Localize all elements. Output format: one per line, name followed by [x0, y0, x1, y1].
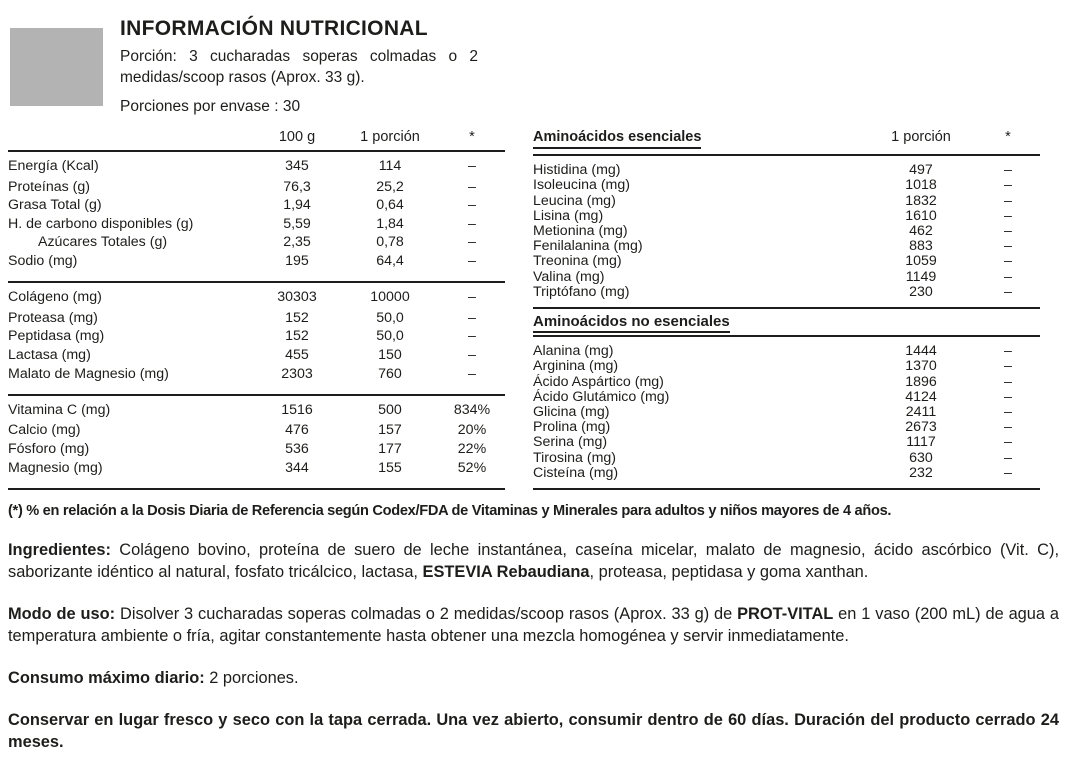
- table-row: [8, 282, 505, 310]
- table-row: [8, 180, 505, 199]
- cell-label: Tirosina (mg): [533, 449, 617, 466]
- cell-star: –: [468, 158, 476, 175]
- header: [8, 16, 1061, 116]
- cell-star: –: [1004, 449, 1012, 466]
- cell-v100: 30303: [277, 289, 317, 306]
- page-title: INFORMACIÓN NUTRICIONAL: [120, 17, 428, 40]
- cell-star: –: [1004, 223, 1012, 240]
- cell-label: Glicina (mg): [533, 404, 610, 421]
- cell-v100: 152: [285, 309, 309, 326]
- table-row: [533, 336, 1040, 359]
- cell-vp: 1832: [905, 192, 937, 209]
- table-row: [533, 209, 1040, 224]
- cell-star: 22%: [457, 441, 487, 458]
- cell-vp: 760: [378, 365, 402, 382]
- cell-vp: 25,2: [376, 178, 404, 195]
- cell-vp: 50,0: [376, 328, 404, 345]
- cell-star: –: [468, 197, 476, 214]
- column-header-row: [533, 130, 1040, 155]
- table-row: [533, 435, 1040, 450]
- cell-v100: 455: [285, 347, 309, 363]
- col-header-star: *: [439, 130, 505, 151]
- reference-footnote: (*) % en relación a la Dosis Diaria de Referencia según Codex/FDA de Vitaminas y Minerales para adultos y niños mayores de 4 años.: [8, 503, 892, 520]
- cell-vp: 1896: [905, 373, 937, 390]
- cell-vp: 1149: [905, 268, 937, 285]
- cell-star: –: [1004, 388, 1012, 405]
- cell-star: –: [468, 289, 476, 306]
- cell-label: Vitamina C (mg): [8, 402, 111, 419]
- cell-star: –: [468, 178, 476, 195]
- table-row: [8, 348, 505, 367]
- cell-v100: 1516: [281, 402, 313, 419]
- cell-star: –: [468, 365, 476, 382]
- table-row: [8, 151, 505, 179]
- cell-vp: 0,64: [376, 197, 404, 214]
- table-row: [8, 217, 505, 236]
- cell-star: –: [1004, 434, 1012, 451]
- cell-label: Azúcares Totales (g): [38, 234, 168, 251]
- cell-label: Malato de Magnesio (mg): [8, 365, 169, 382]
- cell-v100: 2303: [281, 365, 313, 382]
- cell-star: –: [1004, 464, 1012, 481]
- nonessential-amino-acids-header: [533, 308, 1040, 336]
- nutrition-facts-table-head: [8, 130, 505, 151]
- cell-vp: 1018: [905, 177, 937, 194]
- empty-header-cell: [8, 130, 253, 151]
- table-row: [533, 270, 1040, 285]
- macros-section: [8, 151, 505, 282]
- table-row: [8, 235, 505, 254]
- cell-label: Metionina (mg): [533, 223, 628, 240]
- cell-label: Colágeno (mg): [8, 289, 102, 306]
- table-row: [533, 420, 1040, 435]
- cell-star: –: [1004, 404, 1012, 421]
- cell-star: –: [468, 328, 476, 345]
- cell-star: –: [1004, 419, 1012, 436]
- cell-label: Fósforo (mg): [8, 441, 90, 458]
- cell-label: Valina (mg): [533, 268, 605, 285]
- cell-vp: 230: [909, 283, 933, 300]
- cell-star: –: [1004, 268, 1012, 285]
- cell-star: –: [1004, 192, 1012, 209]
- nonessential-amino-acids-header-label: Aminoácidos no esenciales: [533, 314, 730, 333]
- table-row: [533, 390, 1040, 405]
- cell-vp: 2673: [905, 419, 937, 436]
- cell-star: –: [468, 234, 476, 251]
- cell-vp: 177: [378, 441, 402, 458]
- table-row: [8, 442, 505, 461]
- cell-vp: 1,84: [376, 215, 404, 232]
- servings-per-container-text: Porciones por envase : 30: [120, 98, 301, 115]
- table-row: [533, 285, 1040, 308]
- table-row: [8, 254, 505, 282]
- cell-vp: 64,4: [376, 252, 404, 269]
- table-row: [8, 461, 505, 489]
- table-row: [8, 423, 505, 442]
- cell-label: Peptidasa (mg): [8, 328, 105, 345]
- usage-instructions-paragraph: [8, 603, 1061, 647]
- cell-v100: 345: [285, 158, 309, 175]
- amino-acids-table-head: [533, 130, 1040, 155]
- vitamins-minerals-section: [8, 395, 505, 489]
- cell-label: Energía (Kcal): [8, 158, 99, 175]
- column-header-row: [8, 130, 505, 151]
- cell-vp: 1059: [905, 253, 937, 270]
- cell-vp: 630: [909, 449, 933, 466]
- cell-v100: 2,35: [283, 234, 311, 251]
- text-segment: , proteasa, peptidasa y goma xanthan.: [589, 563, 869, 582]
- cell-v100: 536: [285, 441, 309, 458]
- nonessential-amino-acids-section: [533, 336, 1040, 489]
- text-segment: 2 porciones.: [209, 669, 299, 688]
- cell-vp: 157: [378, 422, 402, 439]
- bold-text-segment: PROT-VITAL: [737, 605, 834, 624]
- essential-amino-acids-section: [533, 155, 1040, 308]
- logo-placeholder: [10, 28, 103, 106]
- cell-star: –: [1004, 162, 1012, 179]
- cell-label: Ácido Aspártico (mg): [533, 373, 664, 390]
- cell-vp: 497: [909, 162, 933, 179]
- table-row: [533, 451, 1040, 466]
- table-row: [533, 155, 1040, 178]
- table-row: [533, 359, 1040, 374]
- cell-vp: 1610: [905, 207, 937, 224]
- cell-label: Grasa Total (g): [8, 197, 102, 214]
- cell-vp: 50,0: [376, 309, 404, 326]
- cell-label: Fenilalanina (mg): [533, 238, 643, 255]
- cell-label: Arginina (mg): [533, 358, 619, 375]
- cell-star: –: [468, 347, 476, 363]
- col-header-100g: 100 g: [253, 130, 341, 151]
- portion-size-text: Porción: 3 cucharadas soperas colmadas o 2 medidas/scoop rasos (Aprox. 33 g).: [120, 48, 478, 86]
- cell-star: –: [468, 309, 476, 326]
- cell-label: Triptófano (mg): [533, 283, 630, 300]
- cell-star: –: [1004, 177, 1012, 194]
- table-row: [8, 329, 505, 348]
- cell-star: –: [468, 215, 476, 232]
- cell-vp: 2411: [905, 404, 937, 421]
- cell-vp: 1370: [905, 358, 937, 375]
- cell-vp: 1117: [906, 434, 936, 451]
- cell-label: Lactasa (mg): [8, 347, 91, 363]
- cell-label: Sodio (mg): [8, 252, 78, 269]
- cell-v100: 5,59: [283, 215, 311, 232]
- cell-star: –: [1004, 207, 1012, 224]
- cell-star: –: [468, 252, 476, 269]
- table-row: [533, 239, 1040, 254]
- cell-vp: 150: [378, 347, 402, 363]
- table-row: [8, 311, 505, 330]
- cell-vp: 0,78: [376, 234, 404, 251]
- cell-label: Serina (mg): [533, 434, 608, 451]
- max-daily-intake-paragraph: [8, 667, 1061, 689]
- cell-star: –: [1004, 358, 1012, 375]
- table-row: [8, 395, 505, 423]
- storage-instructions-paragraph: [8, 709, 1061, 753]
- essential-amino-acids-header-label: Aminoácidos esenciales: [533, 130, 701, 149]
- cell-v100: 152: [285, 328, 309, 345]
- cell-v100: 344: [285, 459, 309, 476]
- nutrition-tables: [8, 130, 1061, 490]
- cell-v100: 476: [285, 422, 309, 439]
- cell-vp: 10000: [370, 289, 410, 306]
- cell-star: 52%: [457, 459, 487, 476]
- text-segment: en 1 vaso (200 mL) de agua a temperatura ambiente o fría, agitar constantemente hasta obtener una mezcla homogénea y servir inmediatamente.: [8, 605, 1060, 646]
- col-header-portion: 1 porción: [866, 130, 976, 155]
- cell-vp: 4124: [905, 388, 937, 405]
- cell-label: Proteasa (mg): [8, 309, 98, 326]
- table-row: [8, 198, 505, 217]
- cell-vp: 883: [909, 238, 933, 255]
- cell-star: –: [1004, 283, 1012, 300]
- essential-amino-acids-header: [533, 130, 866, 155]
- table-row: [533, 405, 1040, 420]
- text-segment: Colágeno bovino, proteína de suero de leche instantánea, caseína micelar, malato de magnesio, ácido ascórbico (Vit. C), saborizante idéntico al natural, fosfato tricálcico, lactasa,: [8, 541, 1059, 582]
- table-row: [533, 224, 1040, 239]
- col-header-star: *: [976, 130, 1040, 155]
- text-segment: Disolver 3 cucharadas soperas colmadas o 2 medidas/scoop rasos (Aprox. 33 g) de: [120, 605, 738, 624]
- cell-label: Calcio (mg): [8, 422, 81, 439]
- ingredients-paragraph: [8, 539, 1061, 583]
- cell-vp: 232: [909, 464, 933, 481]
- table-row: [533, 466, 1040, 489]
- cell-label: Ácido Glutámico (mg): [533, 388, 670, 405]
- table-row: [533, 375, 1040, 390]
- cell-label: Alanina (mg): [533, 343, 614, 360]
- cell-vp: 500: [378, 402, 402, 419]
- cell-vp: 114: [378, 158, 402, 175]
- cell-star: 20%: [457, 422, 487, 439]
- bold-text-segment: Modo de uso:: [8, 605, 120, 624]
- bold-text-segment: Conservar en lugar fresco y seco con la tapa cerrada. Una vez abierto, consumir dentro de 60 días. Duración del producto cerrado 24 meses.: [8, 711, 1059, 752]
- amino-acids-table: [533, 130, 1040, 490]
- cell-star: –: [1004, 343, 1012, 360]
- nutrition-facts-table: [8, 130, 505, 490]
- cell-v100: 76,3: [283, 178, 311, 195]
- cell-label: Prolina (mg): [533, 419, 611, 436]
- col-header-portion: 1 porción: [341, 130, 439, 151]
- cell-vp: 155: [378, 459, 402, 476]
- cell-star: –: [1004, 253, 1012, 270]
- cell-v100: 1,94: [283, 197, 311, 214]
- table-row: [533, 254, 1040, 269]
- cell-star: –: [1004, 373, 1012, 390]
- cell-label: H. de carbono disponibles (g): [8, 215, 194, 232]
- table-row: [533, 194, 1040, 209]
- cell-label: Treonina (mg): [533, 253, 622, 270]
- bold-text-segment: ESTEVIA Rebaudiana: [422, 563, 590, 582]
- header-text: [120, 16, 492, 116]
- cell-star: 834%: [453, 402, 491, 419]
- cell-label: Leucina (mg): [533, 192, 616, 209]
- nonessential-amino-acids-header-row: [533, 308, 1040, 336]
- cell-label: Proteínas (g): [8, 178, 91, 195]
- nonessential-header-section: [533, 308, 1040, 336]
- cell-v100: 195: [285, 252, 309, 269]
- table-row: [533, 178, 1040, 193]
- cell-vp: 1444: [905, 343, 937, 360]
- cell-label: Isoleucina (mg): [533, 177, 630, 194]
- cell-label: Cisteína (mg): [533, 464, 619, 481]
- cell-label: Magnesio (mg): [8, 459, 103, 476]
- cell-label: Lisina (mg): [533, 207, 604, 224]
- cell-vp: 462: [909, 223, 933, 240]
- cell-label: Histidina (mg): [533, 162, 621, 179]
- bold-text-segment: Consumo máximo diario:: [8, 669, 210, 688]
- actives-section: [8, 282, 505, 395]
- cell-star: –: [1004, 238, 1012, 255]
- bold-text-segment: Ingredientes:: [8, 541, 120, 560]
- table-row: [8, 367, 505, 395]
